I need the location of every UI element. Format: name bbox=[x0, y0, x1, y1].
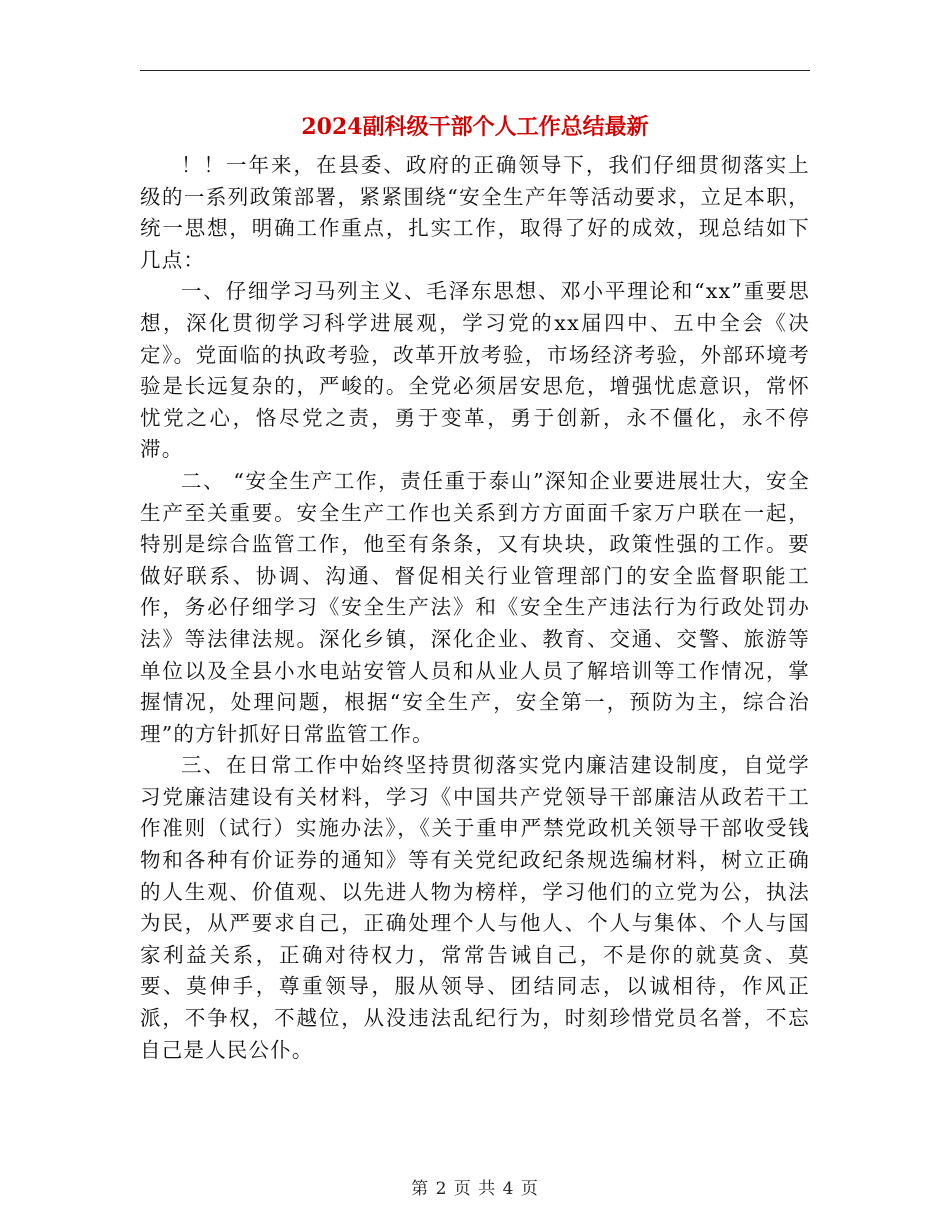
paragraph-section-1: 一、仔细学习马列主义、毛泽东思想、邓小平理论和“xx”重要思想，深化贯彻学习科学进展观，学习党的xx届四中、五中全会《决定》。党面临的执政考验，改革开放考验，市场经济考验，外部环境考验是长远复杂的，严峻的。全党必须居安思危，增强忧虑意识，常怀忧党之心，恪尽党之责，勇于变革，勇于创新，永不僵化，永不停滞。 bbox=[140, 279, 810, 462]
page-number-footer: 第 2 页 共 4 页 bbox=[411, 1179, 539, 1199]
paragraph-intro: ！！一年来，在县委、政府的正确领导下，我们仔细贯彻落实上级的一系列政策部署，紧紧围绕“安全生产年等活动要求，立足本职，统一思想，明确工作重点，扎实工作，取得了好的成效，现总结如下几点： bbox=[140, 153, 810, 272]
document-body bbox=[140, 150, 810, 1066]
paragraph-section-2: 二、 “安全生产工作，责任重于泰山”深知企业要进展壮大，安全生产至关重要。安全生产工作也关系到方方面面千家万户联在一起，特别是综合监管工作，他至有条条，又有块块，政策性强的工作。要做好联系、协调、沟通、督促相关行业管理部门的安全监督职能工作，务必仔细学习《安全生产法》和《安全生产违法行为行政处罚办法》等法律法规。深化乡镇，深化企业、教育、交通、交警、旅游等单位以及全县小水电站安管人员和从业人员了解培训等工作情况，掌握情况，处理问题，根据“安全生产，安全第一，预防为主，综合治理”的方针抓好日常监管工作。 bbox=[140, 468, 810, 746]
header-rule bbox=[140, 70, 810, 71]
paragraph-section-3: 三、在日常工作中始终坚持贯彻落实党内廉洁建设制度，自觉学习党廉洁建设有关材料，学习《中国共产党领导干部廉洁从政若干工作准则（试行）实施办法》，《关于重申严禁党政机关领导干部收受钱物和各种有价证券的通知》等有关党纪政纪条规选编材料，树立正确的人生观、价值观、以先进人物为榜样，学习他们的立党为公，执法为民，从严要求自己，正确处理个人与他人、个人与集体、个人与国家利益关系，正确对待权力，常常告诫自己，不是你的就莫贪、莫要、莫伸手，尊重领导，服从领导、团结同志，以诚相待，作风正派，不争权，不越位，从没违法乱纪行为，时刻珍惜党员名誉，不忘自己是人民公仆。 bbox=[140, 753, 810, 1062]
document-title: 2024副科级干部个人工作总结最新 bbox=[301, 114, 649, 140]
